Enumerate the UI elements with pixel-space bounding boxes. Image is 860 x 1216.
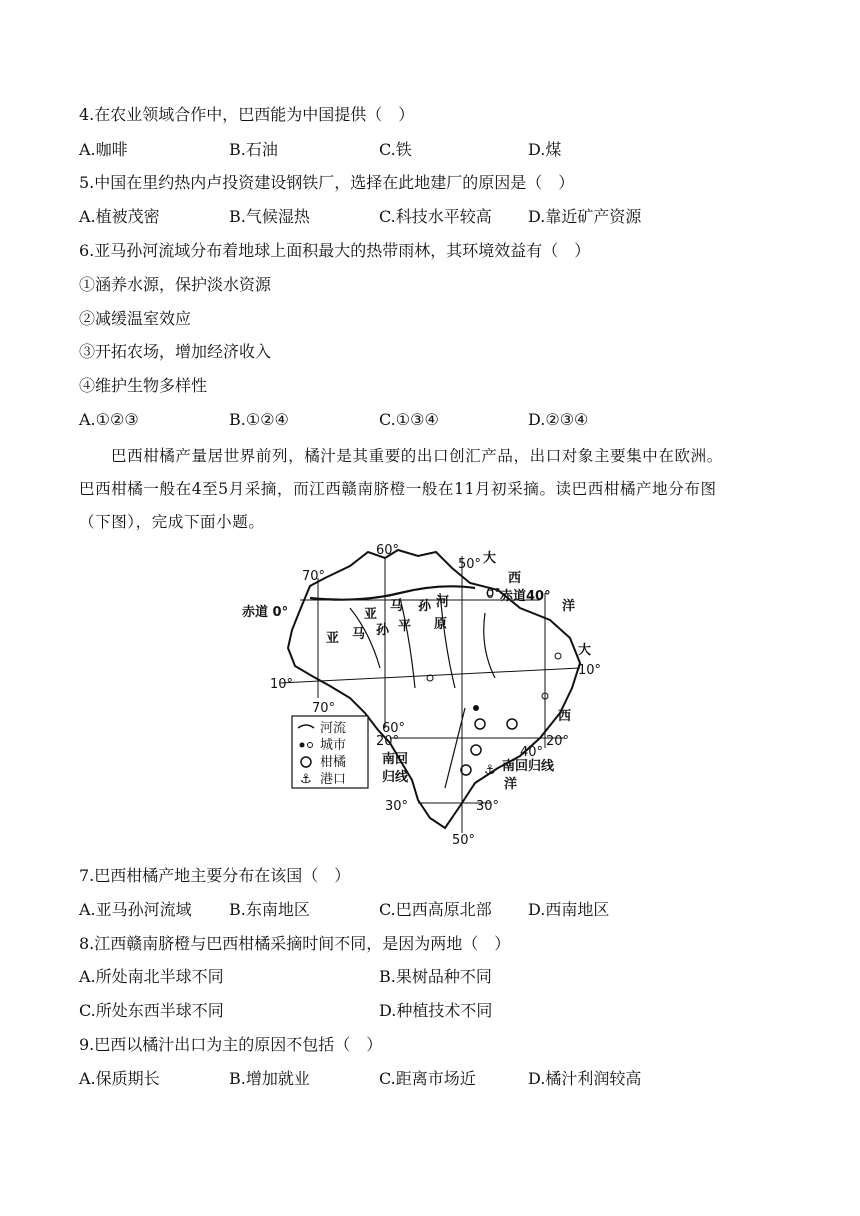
label-ma: 马 [390, 599, 404, 614]
label-70-bottom: 70° [312, 701, 336, 716]
option-c[interactable]: C.距离市场近 [379, 1069, 476, 1088]
option-b[interactable]: B.东南地区 [229, 900, 310, 919]
option-d[interactable]: D.西南地区 [528, 900, 610, 919]
option-b[interactable]: B.气候湿热 [229, 207, 310, 226]
label-equator: 赤道 0° [242, 605, 289, 620]
city-marker [473, 705, 479, 711]
legend-port: 港口 [320, 772, 347, 787]
option-a[interactable]: A.植被茂密 [79, 207, 160, 226]
option-a[interactable]: A.①②③ [79, 410, 139, 429]
question-9-options [79, 1068, 779, 1090]
label-da: 大 [483, 551, 497, 566]
label-70: 70° [302, 569, 326, 584]
question-7-stem: 7.巴西柑橘产地主要分布在该国（ ） [79, 866, 351, 885]
label-yang2: 洋 [504, 777, 518, 792]
question-8-stem: 8.江西赣南脐橙与巴西柑橘采摘时间不同，是因为两地（ ） [79, 934, 511, 953]
statement-2: ②减缓温室效应 [79, 309, 192, 328]
legend-city: 城市 [320, 738, 347, 753]
reading-passage [79, 440, 785, 539]
passage-line-3: （下图），完成下面小题。 [79, 513, 265, 531]
label-60-mid: 60° [382, 721, 406, 736]
statement-3: ③开拓农场，增加经济收入 [79, 342, 272, 361]
label-tropic-left-2: 归线 [382, 770, 409, 785]
label-ya2: 亚 [326, 631, 340, 646]
label-tropic-right: 南回归线 [502, 759, 555, 774]
label-10-right: 10° [578, 663, 602, 678]
label-50: 50° [458, 557, 482, 572]
legend-citrus: 柑橘 [320, 755, 347, 770]
option-d[interactable]: D.橘汁利润较高 [528, 1069, 642, 1088]
label-ma2: 马 [352, 627, 366, 642]
question-8-options-row-1 [79, 966, 779, 988]
label-yuan: 原 [434, 617, 448, 632]
option-a[interactable]: A.亚马孙河流域 [79, 900, 192, 919]
question-6-stem: 6.亚马孙河流域分布着地球上面积最大的热带雨林，其环境效益有（ ） [79, 241, 591, 260]
label-ya: 亚 [364, 607, 378, 622]
passage-line-1: 巴西柑橘产量居世界前列，橘汁是其重要的出口创汇产品，出口对象主要集中在欧洲。 [111, 447, 723, 465]
question-8-options-row-2 [79, 1000, 779, 1022]
question-5-stem: 5.中国在里约热内卢投资建设钢铁厂，选择在此地建厂的原因是（ ） [79, 173, 575, 192]
question-9-stem: 9.巴西以橘汁出口为主的原因不包括（ ） [79, 1035, 383, 1054]
port-marker: ⚓ [484, 763, 496, 778]
question-4-stem: 4.在农业领域合作中，巴西能为中国提供（ ） [79, 105, 415, 124]
label-30-right: 30° [476, 799, 500, 814]
label-tropic-left-1: 南回 [382, 752, 409, 767]
label-sun: 孙 [418, 599, 432, 614]
label-zero: 0° [486, 587, 501, 602]
label-40-mid: 40° [520, 745, 544, 760]
citrus-marker [471, 745, 481, 755]
legend-river: 河流 [320, 721, 347, 736]
label-30-left: 30° [385, 799, 409, 814]
label-da2: 大 [578, 643, 592, 658]
option-c[interactable]: C.巴西高原北部 [379, 900, 492, 919]
option-b[interactable]: B.增加就业 [229, 1069, 310, 1088]
label-xi: 西 [508, 571, 522, 586]
option-b[interactable]: B.石油 [229, 140, 278, 159]
option-a[interactable]: A.保质期长 [79, 1069, 160, 1088]
label-10-left: 10° [270, 677, 294, 692]
option-d[interactable]: D.煤 [528, 140, 562, 159]
question-5-options [79, 206, 779, 228]
option-d[interactable]: D.②③④ [528, 410, 589, 429]
label-xi2: 西 [558, 709, 572, 724]
map-legend [292, 716, 368, 788]
label-60: 60° [376, 543, 400, 558]
label-ping: 平 [398, 619, 412, 634]
amazon-river [310, 586, 475, 599]
option-b[interactable]: B.果树品种不同 [379, 967, 492, 986]
statement-1: ①涵养水源，保护淡水资源 [79, 275, 272, 294]
statement-4: ④维护生物多样性 [79, 376, 208, 395]
option-a[interactable]: A.咖啡 [79, 140, 128, 159]
anchor-icon: ⚓ [300, 772, 312, 787]
option-a[interactable]: A.所处南北半球不同 [79, 967, 224, 986]
label-50-bottom: 50° [452, 833, 476, 848]
question-6-options [79, 409, 779, 431]
question-7-options [79, 899, 779, 921]
label-yang: 洋 [562, 599, 576, 614]
option-c[interactable]: C.铁 [379, 140, 412, 159]
citrus-marker [507, 719, 517, 729]
river-branch [484, 613, 495, 678]
option-b[interactable]: B.①②④ [229, 410, 289, 429]
label-equator-40: 赤道40° [500, 589, 551, 604]
label-20-right: 20° [546, 734, 570, 749]
option-c[interactable]: C.①③④ [379, 410, 439, 429]
option-c[interactable]: C.科技水平较高 [379, 207, 492, 226]
brazil-citrus-map [240, 538, 620, 848]
city-marker [555, 653, 561, 659]
question-4-options [79, 139, 779, 161]
label-he: 河 [436, 595, 450, 610]
label-sun2: 孙 [376, 623, 390, 638]
option-d[interactable]: D.靠近矿产资源 [528, 207, 642, 226]
passage-line-2: 巴西柑橘一般在4至5月采摘，而江西赣南脐橙一般在11月初采摘。读巴西柑橘产地分布图 [79, 480, 717, 498]
option-c[interactable]: C.所处东西半球不同 [79, 1001, 224, 1020]
label-20-left: 20° [376, 734, 400, 749]
option-d[interactable]: D.种植技术不同 [379, 1001, 493, 1020]
citrus-marker [475, 719, 485, 729]
city-icon [300, 743, 305, 748]
